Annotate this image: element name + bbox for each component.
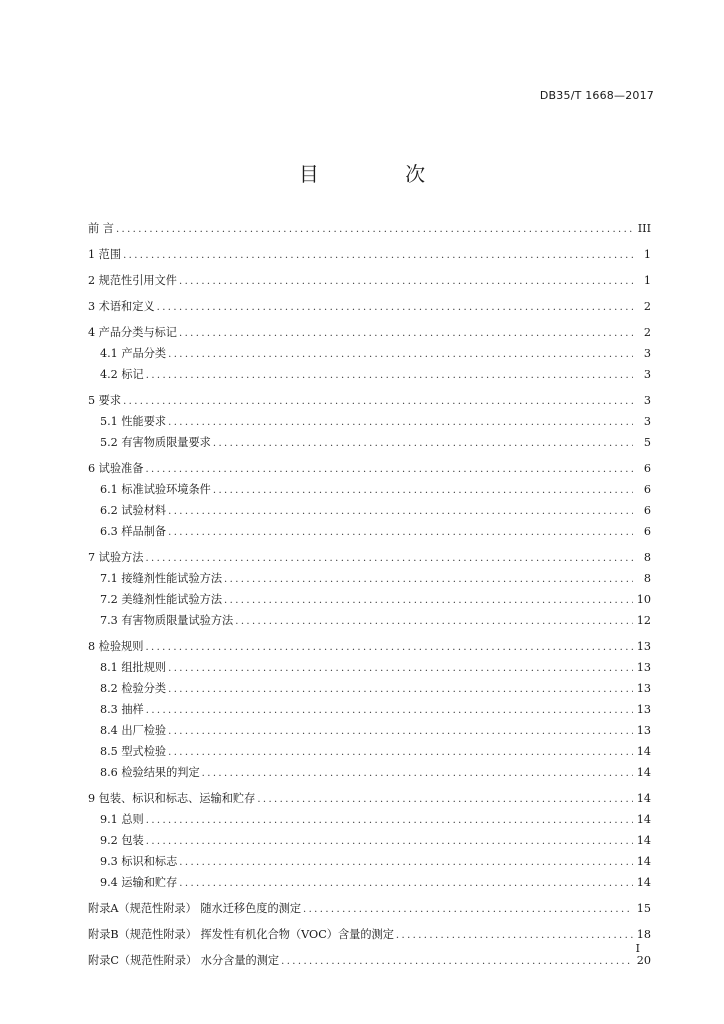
toc-entry-label: 3 术语和定义	[88, 300, 155, 313]
toc-entry-page: 14	[636, 766, 651, 779]
toc-leader-dots	[145, 463, 633, 477]
toc-entry-label: 8.1 组批规则	[100, 661, 167, 674]
toc-leader-dots	[146, 814, 633, 828]
toc-entry-page: 3	[643, 394, 651, 407]
toc-entry[interactable]	[88, 368, 651, 383]
toc-entry[interactable]	[88, 876, 651, 891]
toc-entry[interactable]	[88, 834, 651, 849]
toc-entry-label: 9.1 总则	[100, 813, 144, 826]
toc-entry-page: 14	[636, 792, 651, 805]
toc-entry[interactable]	[88, 222, 651, 237]
toc-entry-page: 2	[643, 326, 651, 339]
toc-leader-dots	[168, 416, 633, 430]
page-title: 目 次	[298, 162, 466, 186]
toc-entry-label: 7.2 美缝剂性能试验方法	[100, 593, 223, 606]
toc-entry-page: 13	[636, 640, 651, 653]
toc-entry-label: 8.5 型式检验	[100, 745, 167, 758]
toc-entry-label: 附录C（规范性附录） 水分含量的测定	[88, 954, 280, 967]
toc-entry-label: 9.2 包装	[100, 834, 144, 847]
toc-entry-page: 14	[636, 876, 651, 889]
toc-entry-label: 6.2 试验材料	[100, 504, 167, 517]
toc-entry[interactable]	[88, 551, 651, 566]
toc-leader-dots	[168, 746, 633, 760]
toc-entry-label: 8.6 检验结果的判定	[100, 766, 200, 779]
toc-leader-dots	[213, 484, 633, 498]
toc-entry-label: 6.3 样品制备	[100, 525, 167, 538]
toc-entry[interactable]	[88, 954, 651, 969]
toc-entry-label: 附录A（规范性附录） 随水迁移色度的测定	[88, 902, 302, 915]
toc-entry-page: 13	[636, 682, 651, 695]
toc-entry[interactable]	[88, 792, 651, 807]
toc-leader-dots	[257, 793, 632, 807]
toc-leader-dots	[116, 223, 633, 237]
document-code: DB35/T 1668—2017	[539, 89, 654, 102]
toc-leader-dots	[179, 327, 633, 341]
toc-leader-dots	[123, 249, 633, 263]
toc-entry-page: 14	[636, 834, 651, 847]
toc-entry-label: 前 言	[88, 222, 114, 235]
toc-entry-label: 9 包装、标识和标志、运输和贮存	[88, 792, 256, 805]
toc-entry-label: 9.3 标识和标志	[100, 855, 178, 868]
toc-entry-page: 13	[636, 703, 651, 716]
toc-entry[interactable]	[88, 415, 651, 430]
toc-entry[interactable]	[88, 248, 651, 263]
toc-entry[interactable]	[88, 504, 651, 519]
toc-entry[interactable]	[88, 572, 651, 587]
toc-leader-dots	[145, 552, 633, 566]
toc-entry[interactable]	[88, 902, 651, 917]
toc-leader-dots	[168, 526, 633, 540]
toc-entry-page: III	[637, 222, 651, 235]
toc-entry-label: 5.1 性能要求	[100, 415, 167, 428]
toc-entry-page: 6	[643, 483, 651, 496]
toc-entry-label: 4.1 产品分类	[100, 347, 167, 360]
page-number: I	[635, 942, 640, 955]
toc-entry-label: 4 产品分类与标记	[88, 326, 177, 339]
toc-leader-dots	[146, 835, 633, 849]
toc-entry[interactable]	[88, 483, 651, 498]
toc-entry-label: 9.4 运输和贮存	[100, 876, 178, 889]
toc-leader-dots	[168, 348, 633, 362]
toc-entry-page: 18	[636, 928, 651, 941]
toc-entry[interactable]	[88, 347, 651, 362]
toc-entry-page: 12	[636, 614, 651, 627]
toc-entry-label: 附录B（规范性附录） 挥发性有机化合物（VOC）含量的测定	[88, 928, 394, 941]
toc-entry[interactable]	[88, 745, 651, 760]
toc-entry-label: 7.3 有害物质限量试验方法	[100, 614, 234, 627]
toc-entry-label: 8.3 抽样	[100, 703, 144, 716]
toc-entry[interactable]	[88, 682, 651, 697]
toc-entry-label: 1 范围	[88, 248, 122, 261]
toc-leader-dots	[179, 856, 632, 870]
toc-entry-page: 14	[636, 813, 651, 826]
toc-entry-page: 8	[643, 551, 651, 564]
toc-entry-label: 5 要求	[88, 394, 122, 407]
toc-entry-label: 7.1 接缝剂性能试验方法	[100, 572, 223, 585]
toc-leader-dots	[179, 877, 632, 891]
toc-entry-page: 6	[643, 525, 651, 538]
toc-entry[interactable]	[88, 394, 651, 409]
toc-entry[interactable]	[88, 436, 651, 451]
toc-entry-page: 13	[636, 661, 651, 674]
toc-leader-dots	[157, 301, 633, 315]
toc-entry-page: 6	[643, 462, 651, 475]
toc-entry[interactable]	[88, 855, 651, 870]
toc-leader-dots	[146, 704, 633, 718]
toc-entry-page: 3	[643, 368, 651, 381]
toc-entry[interactable]	[88, 928, 651, 943]
toc-entry-page: 5	[643, 436, 651, 449]
toc-entry-page: 2	[643, 300, 651, 313]
toc-entry-page: 20	[636, 954, 651, 967]
toc-leader-dots	[281, 955, 633, 969]
toc-leader-dots	[303, 903, 633, 917]
toc-entry[interactable]	[88, 703, 651, 718]
toc-entry[interactable]	[88, 813, 651, 828]
toc-entry-label: 6 试验准备	[88, 462, 144, 475]
toc-entry-page: 1	[643, 248, 651, 261]
toc-leader-dots	[145, 641, 632, 655]
toc-entry-page: 10	[636, 593, 651, 606]
toc-leader-dots	[213, 437, 633, 451]
toc-entry-label: 7 试验方法	[88, 551, 144, 564]
toc-entry-page: 14	[636, 855, 651, 868]
toc-leader-dots	[168, 683, 633, 697]
toc-entry-label: 8.4 出厂检验	[100, 724, 167, 737]
toc-entry[interactable]	[88, 724, 651, 739]
toc-leader-dots	[146, 369, 633, 383]
toc-entry-page: 14	[636, 745, 651, 758]
toc-entry[interactable]	[88, 300, 651, 315]
toc-leader-dots	[179, 275, 633, 289]
toc-leader-dots	[168, 725, 633, 739]
toc-entry-label: 5.2 有害物质限量要求	[100, 436, 211, 449]
toc-entry-page: 1	[643, 274, 651, 287]
toc-entry[interactable]	[88, 766, 651, 781]
toc-leader-dots	[235, 615, 633, 629]
table-of-contents	[88, 216, 651, 969]
toc-leader-dots	[202, 767, 633, 781]
toc-entry-page: 8	[643, 572, 651, 585]
toc-leader-dots	[123, 395, 633, 409]
toc-entry-label: 8 检验规则	[88, 640, 144, 653]
toc-entry-page: 6	[643, 504, 651, 517]
toc-entry-page: 13	[636, 724, 651, 737]
toc-entry-label: 6.1 标准试验环境条件	[100, 483, 211, 496]
toc-entry[interactable]	[88, 274, 651, 289]
toc-leader-dots	[168, 505, 633, 519]
toc-entry[interactable]	[88, 326, 651, 341]
toc-entry[interactable]	[88, 462, 651, 477]
toc-entry-label: 2 规范性引用文件	[88, 274, 177, 287]
toc-entry[interactable]	[88, 593, 651, 608]
toc-entry[interactable]	[88, 525, 651, 540]
toc-entry-label: 4.2 标记	[100, 368, 144, 381]
toc-leader-dots	[168, 662, 633, 676]
toc-entry[interactable]	[88, 640, 651, 655]
toc-entry-label: 8.2 检验分类	[100, 682, 167, 695]
toc-leader-dots	[396, 929, 633, 943]
toc-entry[interactable]	[88, 614, 651, 629]
toc-leader-dots	[224, 573, 633, 587]
toc-entry-page: 3	[643, 415, 651, 428]
toc-entry-page: 3	[643, 347, 651, 360]
toc-entry[interactable]	[88, 661, 651, 676]
toc-leader-dots	[224, 594, 633, 608]
toc-entry-page: 15	[636, 902, 651, 915]
